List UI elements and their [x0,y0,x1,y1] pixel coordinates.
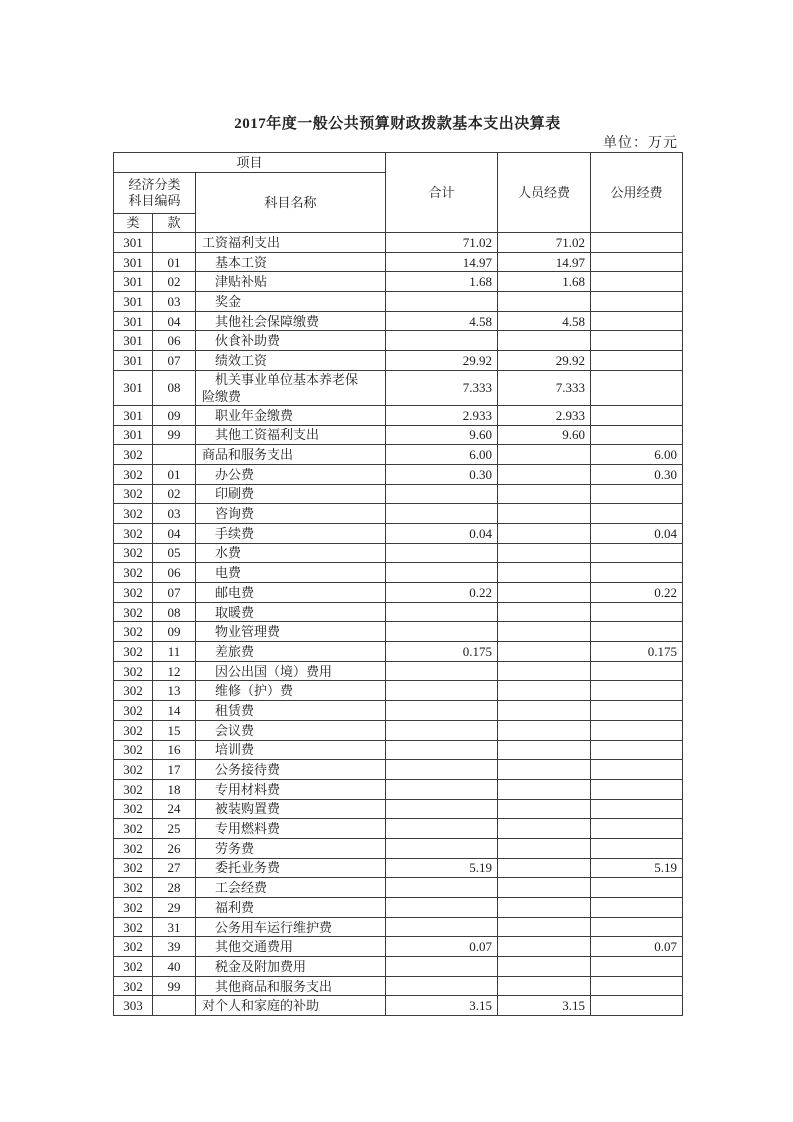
cell-lei: 302 [114,642,153,662]
cell-personnel: 4.58 [498,311,591,331]
cell-subject-name: 因公出国（境）费用 [196,661,386,681]
cell-subject-name: 专用材料费 [196,779,386,799]
cell-subject-name: 职业年金缴费 [196,405,386,425]
table-row [114,996,683,1016]
table-row [114,484,683,504]
cell-subject-name: 邮电费 [196,583,386,603]
cell-kuan: 13 [153,681,196,701]
cell-public [591,760,683,780]
cell-total [386,779,498,799]
cell-personnel [498,937,591,957]
cell-total [386,878,498,898]
cell-subject-name: 其他商品和服务支出 [196,976,386,996]
cell-personnel [498,957,591,977]
cell-kuan: 99 [153,425,196,445]
cell-subject-name: 取暖费 [196,602,386,622]
cell-personnel [498,819,591,839]
cell-subject-name: 基本工资 [196,252,386,272]
table-body [114,233,683,1016]
cell-subject-name: 工会经费 [196,878,386,898]
cell-public [591,838,683,858]
cell-lei: 301 [114,405,153,425]
cell-public [591,740,683,760]
cell-total: 14.97 [386,252,498,272]
cell-personnel [498,701,591,721]
table-row [114,563,683,583]
cell-public: 0.175 [591,642,683,662]
table-row [114,760,683,780]
cell-total: 9.60 [386,425,498,445]
cell-public [591,543,683,563]
table-row [114,819,683,839]
cell-lei: 302 [114,917,153,937]
cell-kuan: 06 [153,563,196,583]
cell-public [591,272,683,292]
cell-public [591,292,683,312]
cell-total: 4.58 [386,311,498,331]
cell-personnel [498,504,591,524]
cell-personnel [498,858,591,878]
cell-lei: 302 [114,504,153,524]
table-row [114,976,683,996]
cell-kuan: 04 [153,523,196,543]
cell-subject-name: 奖金 [196,292,386,312]
cell-lei: 302 [114,523,153,543]
cell-kuan: 02 [153,484,196,504]
cell-lei: 302 [114,740,153,760]
table-row [114,957,683,977]
cell-subject-name: 差旅费 [196,642,386,662]
cell-total [386,740,498,760]
cell-kuan: 09 [153,405,196,425]
cell-kuan [153,996,196,1016]
cell-lei: 302 [114,563,153,583]
cell-subject-name: 其他交通费用 [196,937,386,957]
cell-lei: 302 [114,681,153,701]
cell-total: 3.15 [386,996,498,1016]
table-row [114,661,683,681]
cell-kuan: 06 [153,331,196,351]
cell-personnel: 71.02 [498,233,591,253]
cell-lei: 302 [114,760,153,780]
table-row [114,583,683,603]
cell-public [591,701,683,721]
cell-personnel [498,622,591,642]
cell-personnel [498,661,591,681]
cell-subject-name: 委托业务费 [196,858,386,878]
cell-public: 6.00 [591,445,683,465]
cell-total [386,838,498,858]
cell-kuan: 02 [153,272,196,292]
cell-personnel: 3.15 [498,996,591,1016]
table-row [114,370,683,405]
cell-personnel [498,898,591,918]
cell-total: 0.07 [386,937,498,957]
cell-kuan: 17 [153,760,196,780]
cell-total [386,957,498,977]
table-row [114,898,683,918]
table-row [114,937,683,957]
cell-personnel [498,720,591,740]
cell-kuan: 07 [153,351,196,371]
page-title: 2017年度一般公共预算财政拨款基本支出决算表 [234,116,561,132]
cell-public [591,681,683,701]
cell-kuan: 12 [153,661,196,681]
table-row [114,445,683,465]
cell-public [591,819,683,839]
table-row [114,917,683,937]
cell-total [386,484,498,504]
cell-total [386,701,498,721]
cell-personnel: 9.60 [498,425,591,445]
cell-personnel [498,292,591,312]
cell-public: 0.07 [591,937,683,957]
cell-total [386,622,498,642]
cell-lei: 302 [114,898,153,918]
cell-personnel [498,642,591,662]
cell-public: 0.22 [591,583,683,603]
header-personnel-expense: 人员经费 [498,153,591,233]
cell-lei: 301 [114,331,153,351]
table-row [114,331,683,351]
cell-lei: 302 [114,957,153,977]
cell-personnel [498,543,591,563]
cell-lei: 301 [114,370,153,405]
table-row [114,779,683,799]
cell-personnel [498,838,591,858]
table-row [114,425,683,445]
cell-lei: 302 [114,583,153,603]
cell-public [591,331,683,351]
cell-kuan: 11 [153,642,196,662]
header-econ-code: 经济分类科目编码 [114,173,196,214]
cell-lei: 302 [114,937,153,957]
cell-personnel [498,779,591,799]
cell-public: 0.04 [591,523,683,543]
cell-personnel: 14.97 [498,252,591,272]
cell-kuan: 16 [153,740,196,760]
cell-lei: 302 [114,976,153,996]
cell-lei: 301 [114,311,153,331]
cell-total [386,292,498,312]
cell-public [591,898,683,918]
table-row [114,523,683,543]
cell-total [386,543,498,563]
cell-lei: 302 [114,779,153,799]
cell-kuan: 01 [153,252,196,272]
header-row-project [114,153,683,173]
cell-subject-name: 咨询费 [196,504,386,524]
cell-total [386,504,498,524]
cell-subject-name: 伙食补助费 [196,331,386,351]
cell-kuan: 24 [153,799,196,819]
cell-total [386,898,498,918]
cell-kuan: 01 [153,464,196,484]
cell-lei: 302 [114,878,153,898]
cell-personnel [498,878,591,898]
header-project: 项目 [114,153,386,173]
header-total: 合计 [386,153,498,233]
table-row [114,464,683,484]
cell-lei: 302 [114,838,153,858]
cell-subject-name: 对个人和家庭的补助 [196,996,386,1016]
cell-public [591,425,683,445]
cell-public [591,720,683,740]
cell-lei: 301 [114,292,153,312]
cell-personnel [498,523,591,543]
table-row [114,233,683,253]
cell-total [386,720,498,740]
header-category: 类 [114,214,153,233]
cell-subject-name: 津贴补贴 [196,272,386,292]
cell-personnel [498,799,591,819]
cell-personnel [498,563,591,583]
cell-public [591,252,683,272]
cell-subject-name: 工资福利支出 [196,233,386,253]
header-item: 款 [153,214,196,233]
cell-public [591,311,683,331]
table-row [114,292,683,312]
table-row [114,351,683,371]
table-row [114,878,683,898]
cell-public [591,976,683,996]
cell-total [386,602,498,622]
cell-personnel [498,917,591,937]
expenditure-table [113,152,683,1016]
cell-total: 6.00 [386,445,498,465]
cell-public [591,405,683,425]
cell-subject-name: 其他工资福利支出 [196,425,386,445]
cell-total: 71.02 [386,233,498,253]
cell-public [591,779,683,799]
cell-kuan: 05 [153,543,196,563]
table-row [114,799,683,819]
cell-total: 0.04 [386,523,498,543]
cell-lei: 301 [114,425,153,445]
unit-label: 单位：万元 [603,136,678,151]
cell-lei: 302 [114,799,153,819]
cell-public [591,504,683,524]
cell-lei: 302 [114,661,153,681]
cell-public [591,563,683,583]
cell-public [591,370,683,405]
cell-subject-name: 租赁费 [196,701,386,721]
table-row [114,720,683,740]
cell-lei: 302 [114,445,153,465]
cell-kuan: 39 [153,937,196,957]
cell-total [386,661,498,681]
cell-public [591,661,683,681]
cell-lei: 302 [114,701,153,721]
cell-lei: 301 [114,351,153,371]
cell-total [386,563,498,583]
cell-public [591,878,683,898]
cell-subject-name: 手续费 [196,523,386,543]
cell-subject-name: 绩效工资 [196,351,386,371]
table-row [114,272,683,292]
cell-public [591,484,683,504]
cell-kuan: 14 [153,701,196,721]
table-row [114,252,683,272]
table-row [114,838,683,858]
table-row [114,405,683,425]
cell-subject-name: 会议费 [196,720,386,740]
cell-lei: 302 [114,720,153,740]
cell-public [591,799,683,819]
table-row [114,504,683,524]
table-row [114,642,683,662]
cell-kuan: 08 [153,370,196,405]
cell-subject-name: 物业管理费 [196,622,386,642]
cell-subject-name: 办公费 [196,464,386,484]
cell-subject-name: 印刷费 [196,484,386,504]
cell-total: 7.333 [386,370,498,405]
cell-lei: 302 [114,602,153,622]
cell-total [386,917,498,937]
cell-kuan: 29 [153,898,196,918]
cell-subject-name: 福利费 [196,898,386,918]
cell-personnel: 29.92 [498,351,591,371]
cell-public: 0.30 [591,464,683,484]
cell-kuan: 08 [153,602,196,622]
cell-kuan: 27 [153,858,196,878]
cell-lei: 301 [114,233,153,253]
cell-public [591,996,683,1016]
cell-personnel [498,445,591,465]
cell-subject-name: 专用燃料费 [196,819,386,839]
cell-kuan [153,445,196,465]
cell-subject-name: 税金及附加费用 [196,957,386,977]
table-row [114,740,683,760]
cell-public: 5.19 [591,858,683,878]
cell-public [591,917,683,937]
cell-personnel [498,583,591,603]
table-row [114,701,683,721]
cell-total: 2.933 [386,405,498,425]
cell-total: 29.92 [386,351,498,371]
cell-subject-name: 公务用车运行维护费 [196,917,386,937]
cell-lei: 301 [114,252,153,272]
cell-subject-name: 劳务费 [196,838,386,858]
cell-lei: 302 [114,484,153,504]
cell-total [386,331,498,351]
cell-lei: 302 [114,464,153,484]
header-public-expense: 公用经费 [591,153,683,233]
table-row [114,858,683,878]
cell-subject-name: 其他社会保障缴费 [196,311,386,331]
table-row [114,311,683,331]
cell-subject-name: 公务接待费 [196,760,386,780]
cell-kuan: 31 [153,917,196,937]
cell-subject-name: 机关事业单位基本养老保险缴费 [196,370,386,405]
cell-kuan: 18 [153,779,196,799]
cell-lei: 301 [114,272,153,292]
cell-total [386,976,498,996]
cell-lei: 302 [114,543,153,563]
cell-personnel [498,740,591,760]
cell-kuan [153,233,196,253]
cell-subject-name: 电费 [196,563,386,583]
cell-personnel [498,484,591,504]
cell-kuan: 03 [153,504,196,524]
cell-personnel [498,464,591,484]
cell-total: 1.68 [386,272,498,292]
cell-kuan: 25 [153,819,196,839]
cell-subject-name: 维修（护）费 [196,681,386,701]
cell-lei: 302 [114,622,153,642]
cell-subject-name: 商品和服务支出 [196,445,386,465]
cell-kuan: 03 [153,292,196,312]
cell-public [591,622,683,642]
cell-total [386,681,498,701]
cell-personnel [498,760,591,780]
cell-total [386,760,498,780]
cell-kuan: 04 [153,311,196,331]
cell-lei: 302 [114,819,153,839]
cell-kuan: 28 [153,878,196,898]
cell-kuan: 26 [153,838,196,858]
cell-public [591,351,683,371]
cell-kuan: 15 [153,720,196,740]
cell-kuan: 07 [153,583,196,603]
cell-kuan: 99 [153,976,196,996]
cell-total: 0.30 [386,464,498,484]
cell-public [591,957,683,977]
cell-kuan: 09 [153,622,196,642]
table-row [114,543,683,563]
cell-personnel [498,976,591,996]
cell-personnel [498,331,591,351]
cell-personnel: 7.333 [498,370,591,405]
cell-kuan: 40 [153,957,196,977]
cell-public [591,602,683,622]
cell-total [386,799,498,819]
cell-personnel: 1.68 [498,272,591,292]
cell-lei: 303 [114,996,153,1016]
cell-subject-name: 培训费 [196,740,386,760]
cell-total: 0.175 [386,642,498,662]
cell-public [591,233,683,253]
table-row [114,602,683,622]
cell-total: 0.22 [386,583,498,603]
cell-subject-name: 水费 [196,543,386,563]
cell-subject-name: 被装购置费 [196,799,386,819]
cell-personnel [498,602,591,622]
table-header [114,153,683,233]
table-row [114,681,683,701]
cell-personnel [498,681,591,701]
cell-personnel: 2.933 [498,405,591,425]
cell-lei: 302 [114,858,153,878]
cell-total: 5.19 [386,858,498,878]
table-row [114,622,683,642]
header-subject-name: 科目名称 [196,173,386,233]
cell-total [386,819,498,839]
